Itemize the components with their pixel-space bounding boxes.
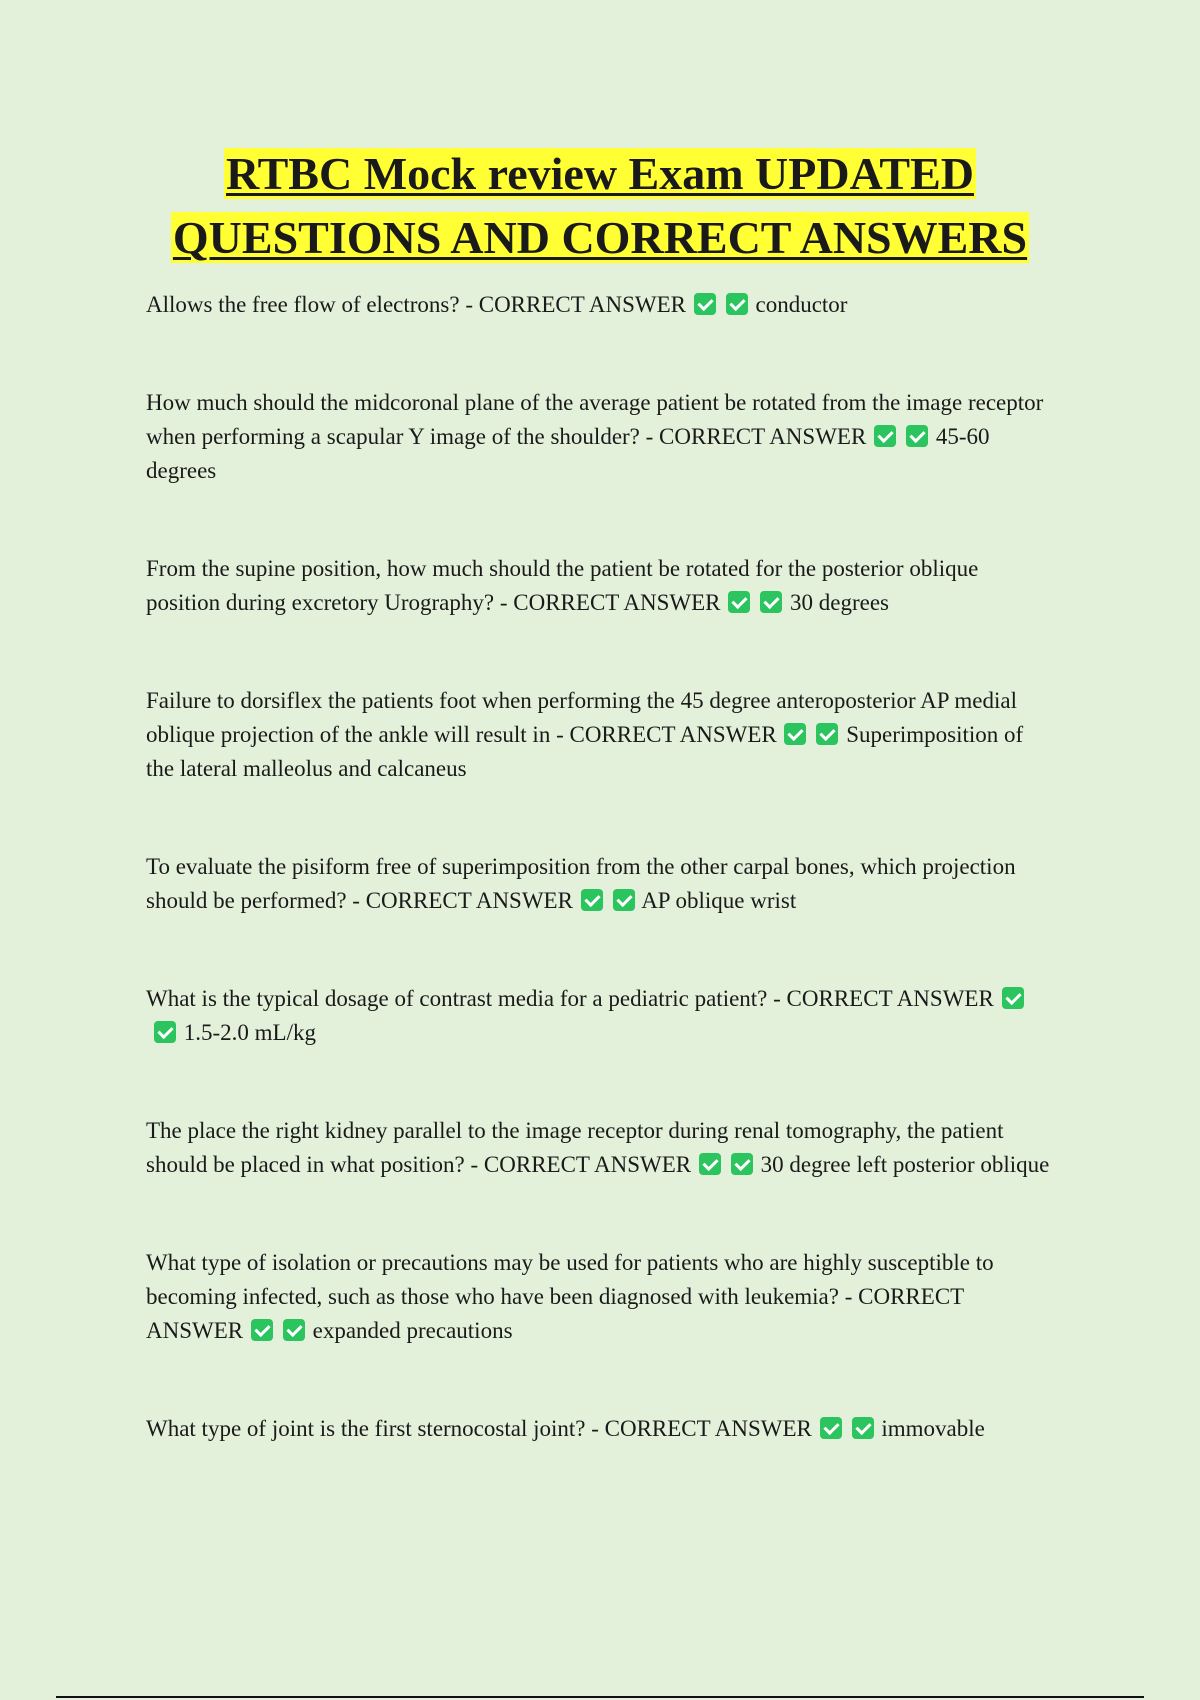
question-text: From the supine position, how much should the patient be rotated for the posterior oblique position during excretory Urography? - CORRECT ANSWER xyxy=(146,556,979,615)
green-checkmark-icon xyxy=(581,889,603,911)
green-checkmark-icon xyxy=(154,1021,176,1043)
qa-item xyxy=(146,552,1056,620)
green-checkmark-icon xyxy=(726,293,748,315)
qa-item xyxy=(146,850,1056,918)
qa-item xyxy=(146,386,1056,488)
answer-text: 30 degrees xyxy=(790,590,890,615)
answer-text: 30 degree left posterior oblique xyxy=(760,1152,1050,1177)
question-text: Allows the free flow of electrons? - CORRECT ANSWER xyxy=(146,292,686,317)
green-checkmark-icon xyxy=(852,1417,874,1439)
answer-text: AP oblique wrist xyxy=(641,888,797,913)
document-title xyxy=(0,142,1200,270)
green-checkmark-icon xyxy=(906,425,928,447)
green-checkmark-icon xyxy=(760,591,782,613)
qa-list xyxy=(146,288,1056,1446)
answer-text: Superimposition of the lateral malleolus and calcaneus xyxy=(146,722,1024,781)
qa-item xyxy=(146,982,1056,1050)
answer-text: expanded precautions xyxy=(312,1318,513,1343)
green-checkmark-icon xyxy=(731,1153,753,1175)
green-checkmark-icon xyxy=(699,1153,721,1175)
question-text: Failure to dorsiflex the patients foot when performing the 45 degree anteroposterior AP medial oblique projection of the ankle will result in - CORRECT ANSWER xyxy=(146,688,1017,747)
green-checkmark-icon xyxy=(816,723,838,745)
answer-text: 45-60 degrees xyxy=(146,424,990,483)
green-checkmark-icon xyxy=(820,1417,842,1439)
footer-divider xyxy=(56,1696,1144,1698)
question-text: What type of isolation or precautions may be used for patients who are highly susceptible to becoming infected, such as those who have been diagnosed with leukemia? - CORRECT ANSWER xyxy=(146,1250,994,1343)
green-checkmark-icon xyxy=(1002,987,1024,1009)
qa-item xyxy=(146,684,1056,786)
green-checkmark-icon xyxy=(283,1319,305,1341)
answer-text: immovable xyxy=(881,1416,985,1441)
answer-text: 1.5-2.0 mL/kg xyxy=(183,1020,316,1045)
green-checkmark-icon xyxy=(251,1319,273,1341)
qa-item xyxy=(146,1246,1056,1348)
green-checkmark-icon xyxy=(728,591,750,613)
title-line-1: RTBC Mock review Exam UPDATED xyxy=(226,148,974,199)
answer-text: conductor xyxy=(755,292,848,317)
question-text: What is the typical dosage of contrast media for a pediatric patient? - CORRECT ANSWER xyxy=(146,986,994,1011)
green-checkmark-icon xyxy=(784,723,806,745)
title-line-2: QUESTIONS AND CORRECT ANSWERS xyxy=(172,212,1028,263)
qa-item xyxy=(146,288,1056,322)
question-text: The place the right kidney parallel to the image receptor during renal tomography, the patient should be placed in what position? - CORRECT ANSWER xyxy=(146,1118,1004,1177)
question-text: What type of joint is the first sternocostal joint? - CORRECT ANSWER xyxy=(146,1416,812,1441)
question-text: To evaluate the pisiform free of superimposition from the other carpal bones, which projection should be performed? - CORRECT ANSWER xyxy=(146,854,1016,913)
qa-item xyxy=(146,1114,1056,1182)
question-text: How much should the midcoronal plane of the average patient be rotated from the image receptor when performing a scapular Y image of the shoulder? - CORRECT ANSWER xyxy=(146,390,1044,449)
green-checkmark-icon xyxy=(694,293,716,315)
green-checkmark-icon xyxy=(613,889,635,911)
qa-item xyxy=(146,1412,1056,1446)
green-checkmark-icon xyxy=(874,425,896,447)
